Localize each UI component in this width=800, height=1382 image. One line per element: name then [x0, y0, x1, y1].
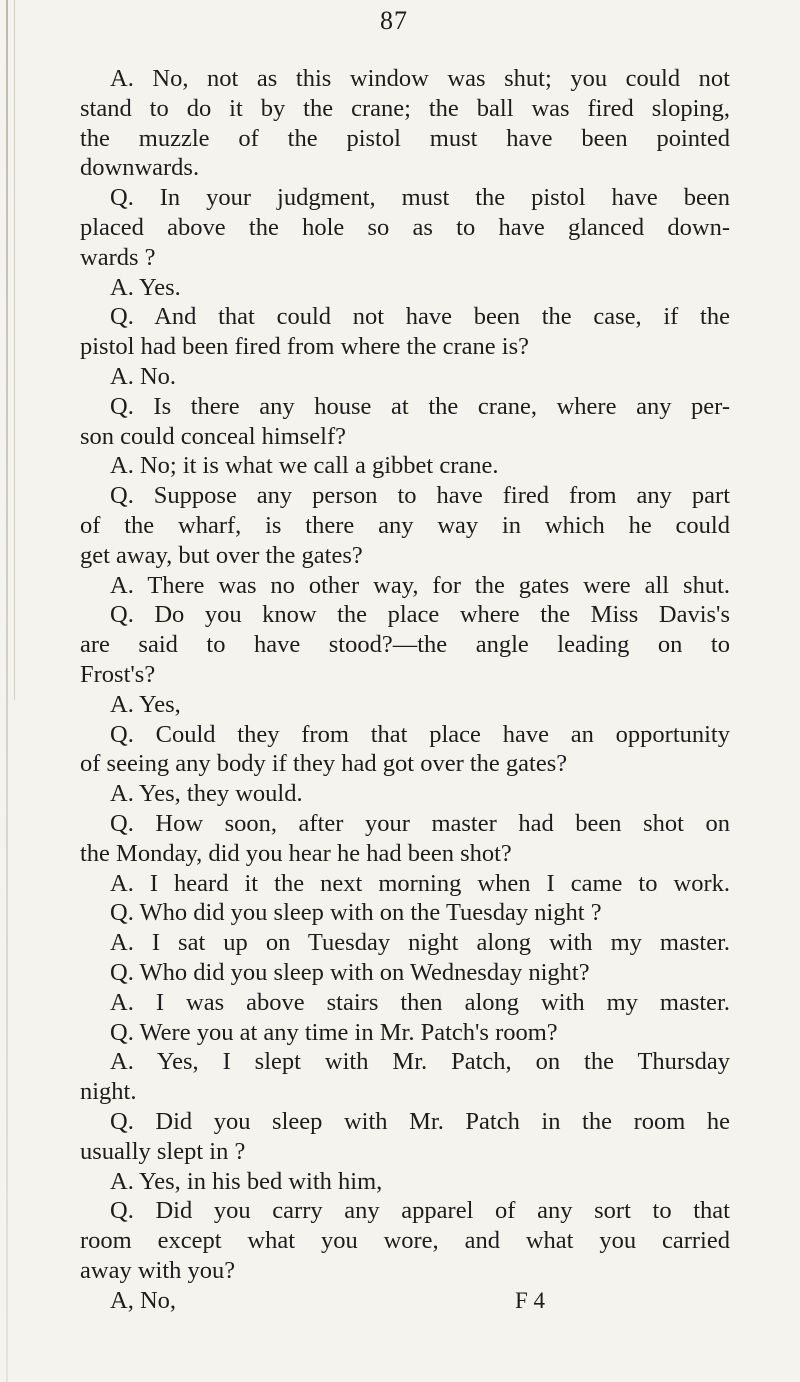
text-line: usually slept in ? [80, 1137, 246, 1165]
text-line: wards ? [80, 243, 156, 271]
text-line: Q. Is there any house at the crane, where any per- [110, 392, 730, 420]
text-line: A. Yes, I slept with Mr. Patch, on the Thursday [110, 1048, 730, 1076]
text-line: Q. Who did you sleep with on the Tuesday night ? [110, 899, 602, 927]
text-line: Q. Did you sleep with Mr. Patch in the room he [110, 1108, 730, 1135]
text-line: of the wharf, is there any way in which he could [80, 512, 730, 539]
text-line: A. No; it is what we call a gibbet crane. [110, 452, 499, 480]
text-line: A, No, [110, 1286, 177, 1314]
text-line: A. Yes. [110, 273, 181, 301]
page-number: 87 [380, 6, 408, 35]
text-line: Frost's? [80, 661, 156, 688]
text-line: A. No, not as this window was shut; you could not [110, 65, 730, 92]
text-line: the muzzle of the pistol must have been pointed [80, 124, 730, 152]
text-line: A. No. [110, 363, 177, 390]
text-line: A. I was above stairs then along with my master. [110, 988, 730, 1016]
text-line: Q. How soon, after your master had been shot on [110, 810, 730, 837]
text-line: room except what you wore, and what you carried [80, 1227, 730, 1255]
text-line: get away, but over the gates? [80, 541, 363, 569]
text-line: A. Yes, in his bed with him, [110, 1167, 383, 1195]
text-line: downwards. [80, 154, 200, 182]
text-line: of seeing any body if they had got over the gates? [80, 750, 568, 778]
text-line: are said to have stood?—the angle leading on to [80, 631, 730, 659]
text-line: Q. Suppose any person to have fired from any part [110, 482, 730, 510]
page-gutter-edge [6, 0, 8, 1382]
text-line: A. There was no other way, for the gates were all shut. [110, 571, 730, 599]
text-line: Q. Were you at any time in Mr. Patch's room? [110, 1018, 558, 1046]
text-line: away with you? [80, 1257, 236, 1284]
text-line: the Monday, did you hear he had been shot? [80, 839, 512, 867]
text-line: stand to do it by the crane; the ball was fired sloping, [80, 94, 730, 122]
text-line: A. Yes, they would. [110, 780, 303, 808]
text-line: Q. And that could not have been the case, if the [110, 303, 730, 331]
text-line: A. I heard it the next morning when I came to work. [110, 869, 730, 897]
text-line: Q. Do you know the place where the Miss Davis's [110, 601, 730, 629]
text-line: Q. Did you carry any apparel of any sort to that [110, 1197, 730, 1225]
text-line: A. I sat up on Tuesday night along with my master. [110, 929, 730, 957]
text-line: Q. Could they from that place have an opportunity [110, 720, 730, 748]
text-line: placed above the hole so as to have glanced down- [80, 214, 730, 241]
text-line: son could conceal himself? [80, 422, 347, 450]
page-gutter-shadow [14, 0, 15, 700]
text-line: night. [80, 1078, 137, 1106]
text-line: Q. In your judgment, must the pistol have been [110, 184, 730, 212]
text-line: pistol had been fired from where the crane is? [80, 333, 529, 361]
text-line: A. Yes, [110, 690, 181, 718]
text-line: Q. Who did you sleep with on Wednesday night? [110, 959, 590, 986]
signature-mark: F 4 [515, 1287, 546, 1313]
